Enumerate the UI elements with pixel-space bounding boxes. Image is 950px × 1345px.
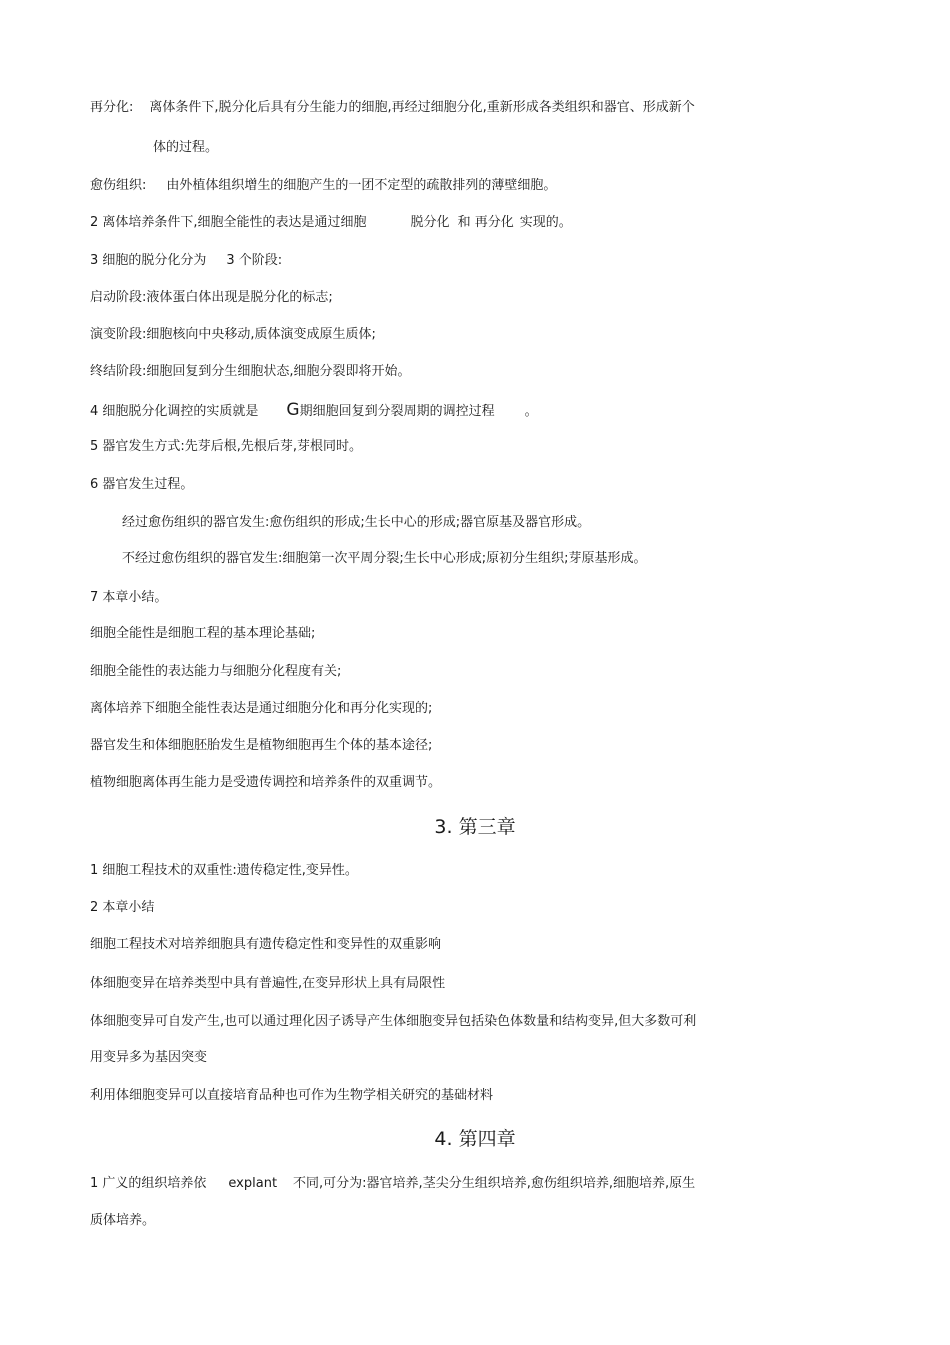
ch3-item-2: 2 本章小结 xyxy=(90,900,155,915)
item-text-end: 3 个阶段: xyxy=(226,253,283,268)
item-6: 6 器官发生过程。 xyxy=(90,477,194,492)
summary-line: 植物细胞离体再生能力是受遗传调控和培养条件的双重调节。 xyxy=(90,775,442,790)
ch3-summary-line: 用变异多为基因突变 xyxy=(90,1050,208,1065)
redifferentiation-definition xyxy=(90,100,695,116)
summary-line: 细胞全能性是细胞工程的基本理论基础; xyxy=(90,626,316,641)
item-text-end: 。 xyxy=(524,404,538,419)
callus-definition xyxy=(90,178,556,194)
item-text: 4 细胞脱分化调控的实质就是 xyxy=(90,404,259,419)
definition-text: 由外植体组织增生的细胞产生的一团不定型的疏散排列的薄壁细胞。 xyxy=(166,178,557,193)
summary-line: 细胞全能性的表达能力与细胞分化程度有关; xyxy=(90,664,342,679)
ch3-item-1: 1 细胞工程技术的双重性:遗传稳定性,变异性。 xyxy=(90,863,358,878)
item-2 xyxy=(90,215,572,231)
item-5: 5 器官发生方式:先芽后根,先根后芽,芽根同时。 xyxy=(90,439,363,454)
item-4 xyxy=(90,402,538,420)
ch3-summary-line: 细胞工程技术对培养细胞具有遗传稳定性和变异性的双重影响 xyxy=(90,937,442,952)
item-text-mid: 期细胞回复到分裂周期的调控过程 xyxy=(299,404,495,419)
summary-line: 器官发生和体细胞胚胎发生是植物细胞再生个体的基本途径; xyxy=(90,738,433,753)
process-without-callus: 不经过愈伤组织的器官发生:细胞第一次平周分裂;生长中心形成;原初分生组织;芽原基形成。 xyxy=(122,551,647,566)
item-7: 7 本章小结。 xyxy=(90,590,168,605)
redifferentiation-definition-cont: 体的过程。 xyxy=(153,140,219,155)
fill-blank-1: 脱分化 xyxy=(410,215,450,230)
term-label: 愈伤组织: xyxy=(90,178,147,193)
ch3-summary-line: 体细胞变异在培养类型中具有普遍性,在变异形状上具有局限性 xyxy=(90,976,446,991)
stage-evolve: 演变阶段:细胞核向中央移动,质体演变成原生质体; xyxy=(90,327,376,342)
fill-blank-2: 和 再分化 xyxy=(457,215,514,230)
term-explant: explant xyxy=(228,1176,278,1191)
ch3-summary-line: 体细胞变异可自发产生,也可以通过理化因子诱导产生体细胞变异包括染色体数量和结构变异,但大多数可利 xyxy=(90,1014,697,1029)
stage-start: 启动阶段:液体蛋白体出现是脱分化的标志; xyxy=(90,290,333,305)
chapter-3-heading: 3. 第三章 xyxy=(434,816,516,838)
item-text: 1 广义的组织培养依 xyxy=(90,1176,207,1191)
item-text-end: 实现的。 xyxy=(519,215,572,230)
item-text: 3 细胞的脱分化分为 xyxy=(90,253,207,268)
term-label: 再分化: xyxy=(90,100,134,115)
chapter-4-heading: 4. 第四章 xyxy=(434,1128,516,1150)
ch3-summary-line: 利用体细胞变异可以直接培育品种也可作为生物学相关研究的基础材料 xyxy=(90,1088,494,1103)
item-3 xyxy=(90,253,282,269)
ch4-item-1-cont: 质体培养。 xyxy=(90,1213,156,1228)
process-with-callus: 经过愈伤组织的器官发生:愈伤组织的形成;生长中心的形成;器官原基及器官形成。 xyxy=(122,515,591,530)
ch4-item-1 xyxy=(90,1176,695,1192)
definition-text: 离体条件下,脱分化后具有分生能力的细胞,再经过细胞分化,重新形成各类组织和器官、形成新个 xyxy=(149,100,695,115)
item-text: 2 离体培养条件下,细胞全能性的表达是通过细胞 xyxy=(90,215,367,230)
item-text-end: 不同,可分为:器官培养,茎尖分生组织培养,愈伤组织培养,细胞培养,原生 xyxy=(293,1176,696,1191)
summary-line: 离体培养下细胞全能性表达是通过细胞分化和再分化实现的; xyxy=(90,701,433,716)
g-phase-letter: G xyxy=(286,400,300,420)
stage-end: 终结阶段:细胞回复到分生细胞状态,细胞分裂即将开始。 xyxy=(90,364,411,379)
